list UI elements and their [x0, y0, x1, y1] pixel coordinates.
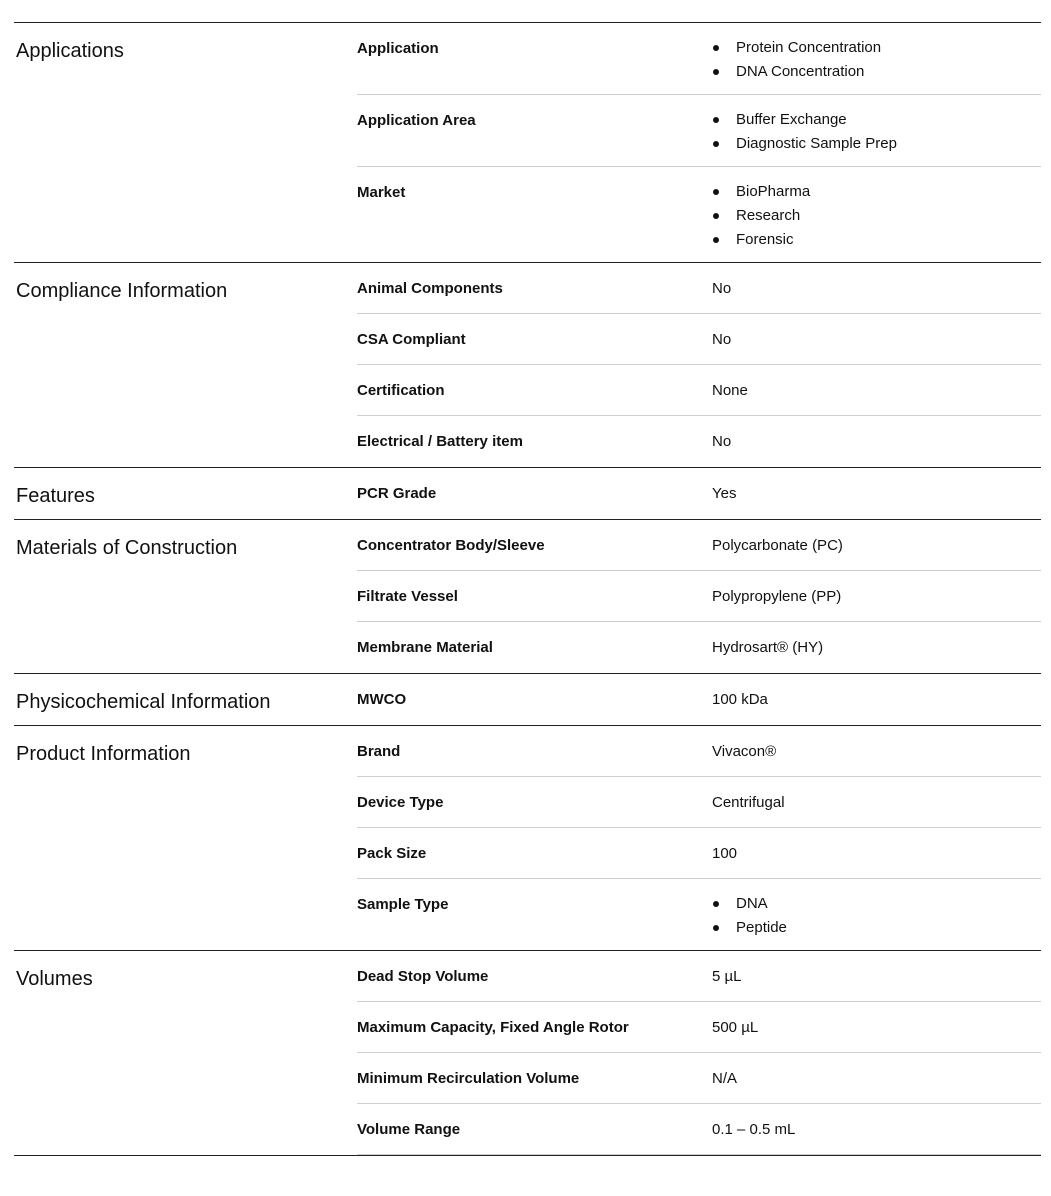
spec-value-list-item: Peptide: [712, 916, 1041, 940]
spec-value: No: [712, 280, 732, 297]
spec-label: Minimum Recirculation Volume: [357, 1070, 580, 1087]
spec-value-list-item: Research: [712, 204, 1041, 228]
spec-label: Pack Size: [357, 845, 427, 862]
spec-row: [357, 468, 1041, 519]
spec-value: Centrifugal: [712, 794, 785, 811]
spec-row: [357, 520, 1041, 571]
spec-row: [357, 879, 1041, 950]
spec-row: [357, 1053, 1041, 1104]
spec-value-list: [712, 36, 1041, 84]
spec-label: Membrane Material: [357, 639, 493, 656]
spec-row: [357, 263, 1041, 314]
spec-row: [357, 167, 1041, 262]
spec-row: [357, 571, 1041, 622]
spec-rows: [357, 468, 1041, 519]
section-title: Features: [16, 485, 95, 507]
spec-rows: [357, 23, 1041, 262]
spec-value-list-item: DNA Concentration: [712, 60, 1041, 84]
spec-label: Market: [357, 184, 406, 201]
spec-label: Electrical / Battery item: [357, 433, 523, 450]
spec-rows: [357, 951, 1041, 1155]
spec-row: [357, 365, 1041, 416]
spec-row: [357, 726, 1041, 777]
spec-label: Animal Components: [357, 280, 503, 297]
spec-value: 500 µL: [712, 1019, 759, 1036]
spec-row: [357, 951, 1041, 1002]
spec-value: [712, 184, 1041, 252]
spec-value: Polypropylene (PP): [712, 588, 842, 605]
spec-value-list: [712, 108, 1041, 156]
specifications-table: [14, 22, 1041, 1156]
spec-value: None: [712, 382, 748, 399]
spec-rows: [357, 674, 1041, 725]
spec-label: CSA Compliant: [357, 331, 466, 348]
spec-value-list: [712, 892, 1041, 940]
spec-row: [357, 1104, 1041, 1155]
spec-value: 5 µL: [712, 968, 742, 985]
spec-value: No: [712, 433, 732, 450]
section-title: Volumes: [16, 968, 93, 990]
spec-row: [357, 777, 1041, 828]
spec-label: MWCO: [357, 691, 407, 708]
spec-value-list-item: DNA: [712, 892, 1041, 916]
spec-value: N/A: [712, 1070, 738, 1087]
spec-value: Vivacon®: [712, 743, 777, 760]
spec-row: [357, 23, 1041, 95]
spec-row: [357, 95, 1041, 167]
spec-label: Application Area: [357, 112, 476, 129]
spec-value: 0.1 – 0.5 mL: [712, 1121, 796, 1138]
spec-rows: [357, 263, 1041, 467]
spec-rows: [357, 726, 1041, 950]
spec-row: [357, 314, 1041, 365]
section-title: Compliance Information: [16, 280, 228, 302]
spec-row: [357, 622, 1041, 673]
spec-section: [14, 951, 1041, 1156]
spec-label: Application: [357, 40, 439, 57]
spec-row: [357, 828, 1041, 879]
spec-value-list: [712, 180, 1041, 252]
spec-label: Volume Range: [357, 1121, 461, 1138]
spec-value-list-item: BioPharma: [712, 180, 1041, 204]
spec-label: Filtrate Vessel: [357, 588, 458, 605]
spec-label: Concentrator Body/Sleeve: [357, 537, 545, 554]
spec-value: Yes: [712, 485, 737, 502]
spec-section: [14, 726, 1041, 951]
spec-value: [712, 40, 1041, 84]
spec-row: [357, 1002, 1041, 1053]
spec-value: [712, 112, 1041, 156]
spec-value: No: [712, 331, 732, 348]
spec-value-list-item: Protein Concentration: [712, 36, 1041, 60]
spec-label: Certification: [357, 382, 445, 399]
section-title: Applications: [16, 40, 124, 62]
spec-value-list-item: Diagnostic Sample Prep: [712, 132, 1041, 156]
spec-value-list-item: Forensic: [712, 228, 1041, 252]
spec-value: Hydrosart® (HY): [712, 639, 824, 656]
spec-value: [712, 896, 1041, 940]
spec-value: Polycarbonate (PC): [712, 537, 843, 554]
spec-section: [14, 520, 1041, 674]
section-title: Physicochemical Information: [16, 691, 271, 713]
spec-label: Device Type: [357, 794, 444, 811]
spec-value: 100: [712, 845, 738, 862]
spec-label: Dead Stop Volume: [357, 968, 489, 985]
spec-value: 100 kDa: [712, 691, 768, 708]
spec-section: [14, 468, 1041, 520]
spec-value-list-item: Buffer Exchange: [712, 108, 1041, 132]
spec-row: [357, 674, 1041, 725]
spec-section: [14, 674, 1041, 726]
spec-label: PCR Grade: [357, 485, 437, 502]
spec-label: Maximum Capacity, Fixed Angle Rotor: [357, 1019, 629, 1036]
spec-section: [14, 263, 1041, 468]
spec-section: [14, 23, 1041, 263]
spec-label: Sample Type: [357, 896, 449, 913]
section-title: Materials of Construction: [16, 537, 238, 559]
spec-rows: [357, 520, 1041, 673]
spec-row: [357, 416, 1041, 467]
spec-label: Brand: [357, 743, 401, 760]
section-title: Product Information: [16, 743, 191, 765]
